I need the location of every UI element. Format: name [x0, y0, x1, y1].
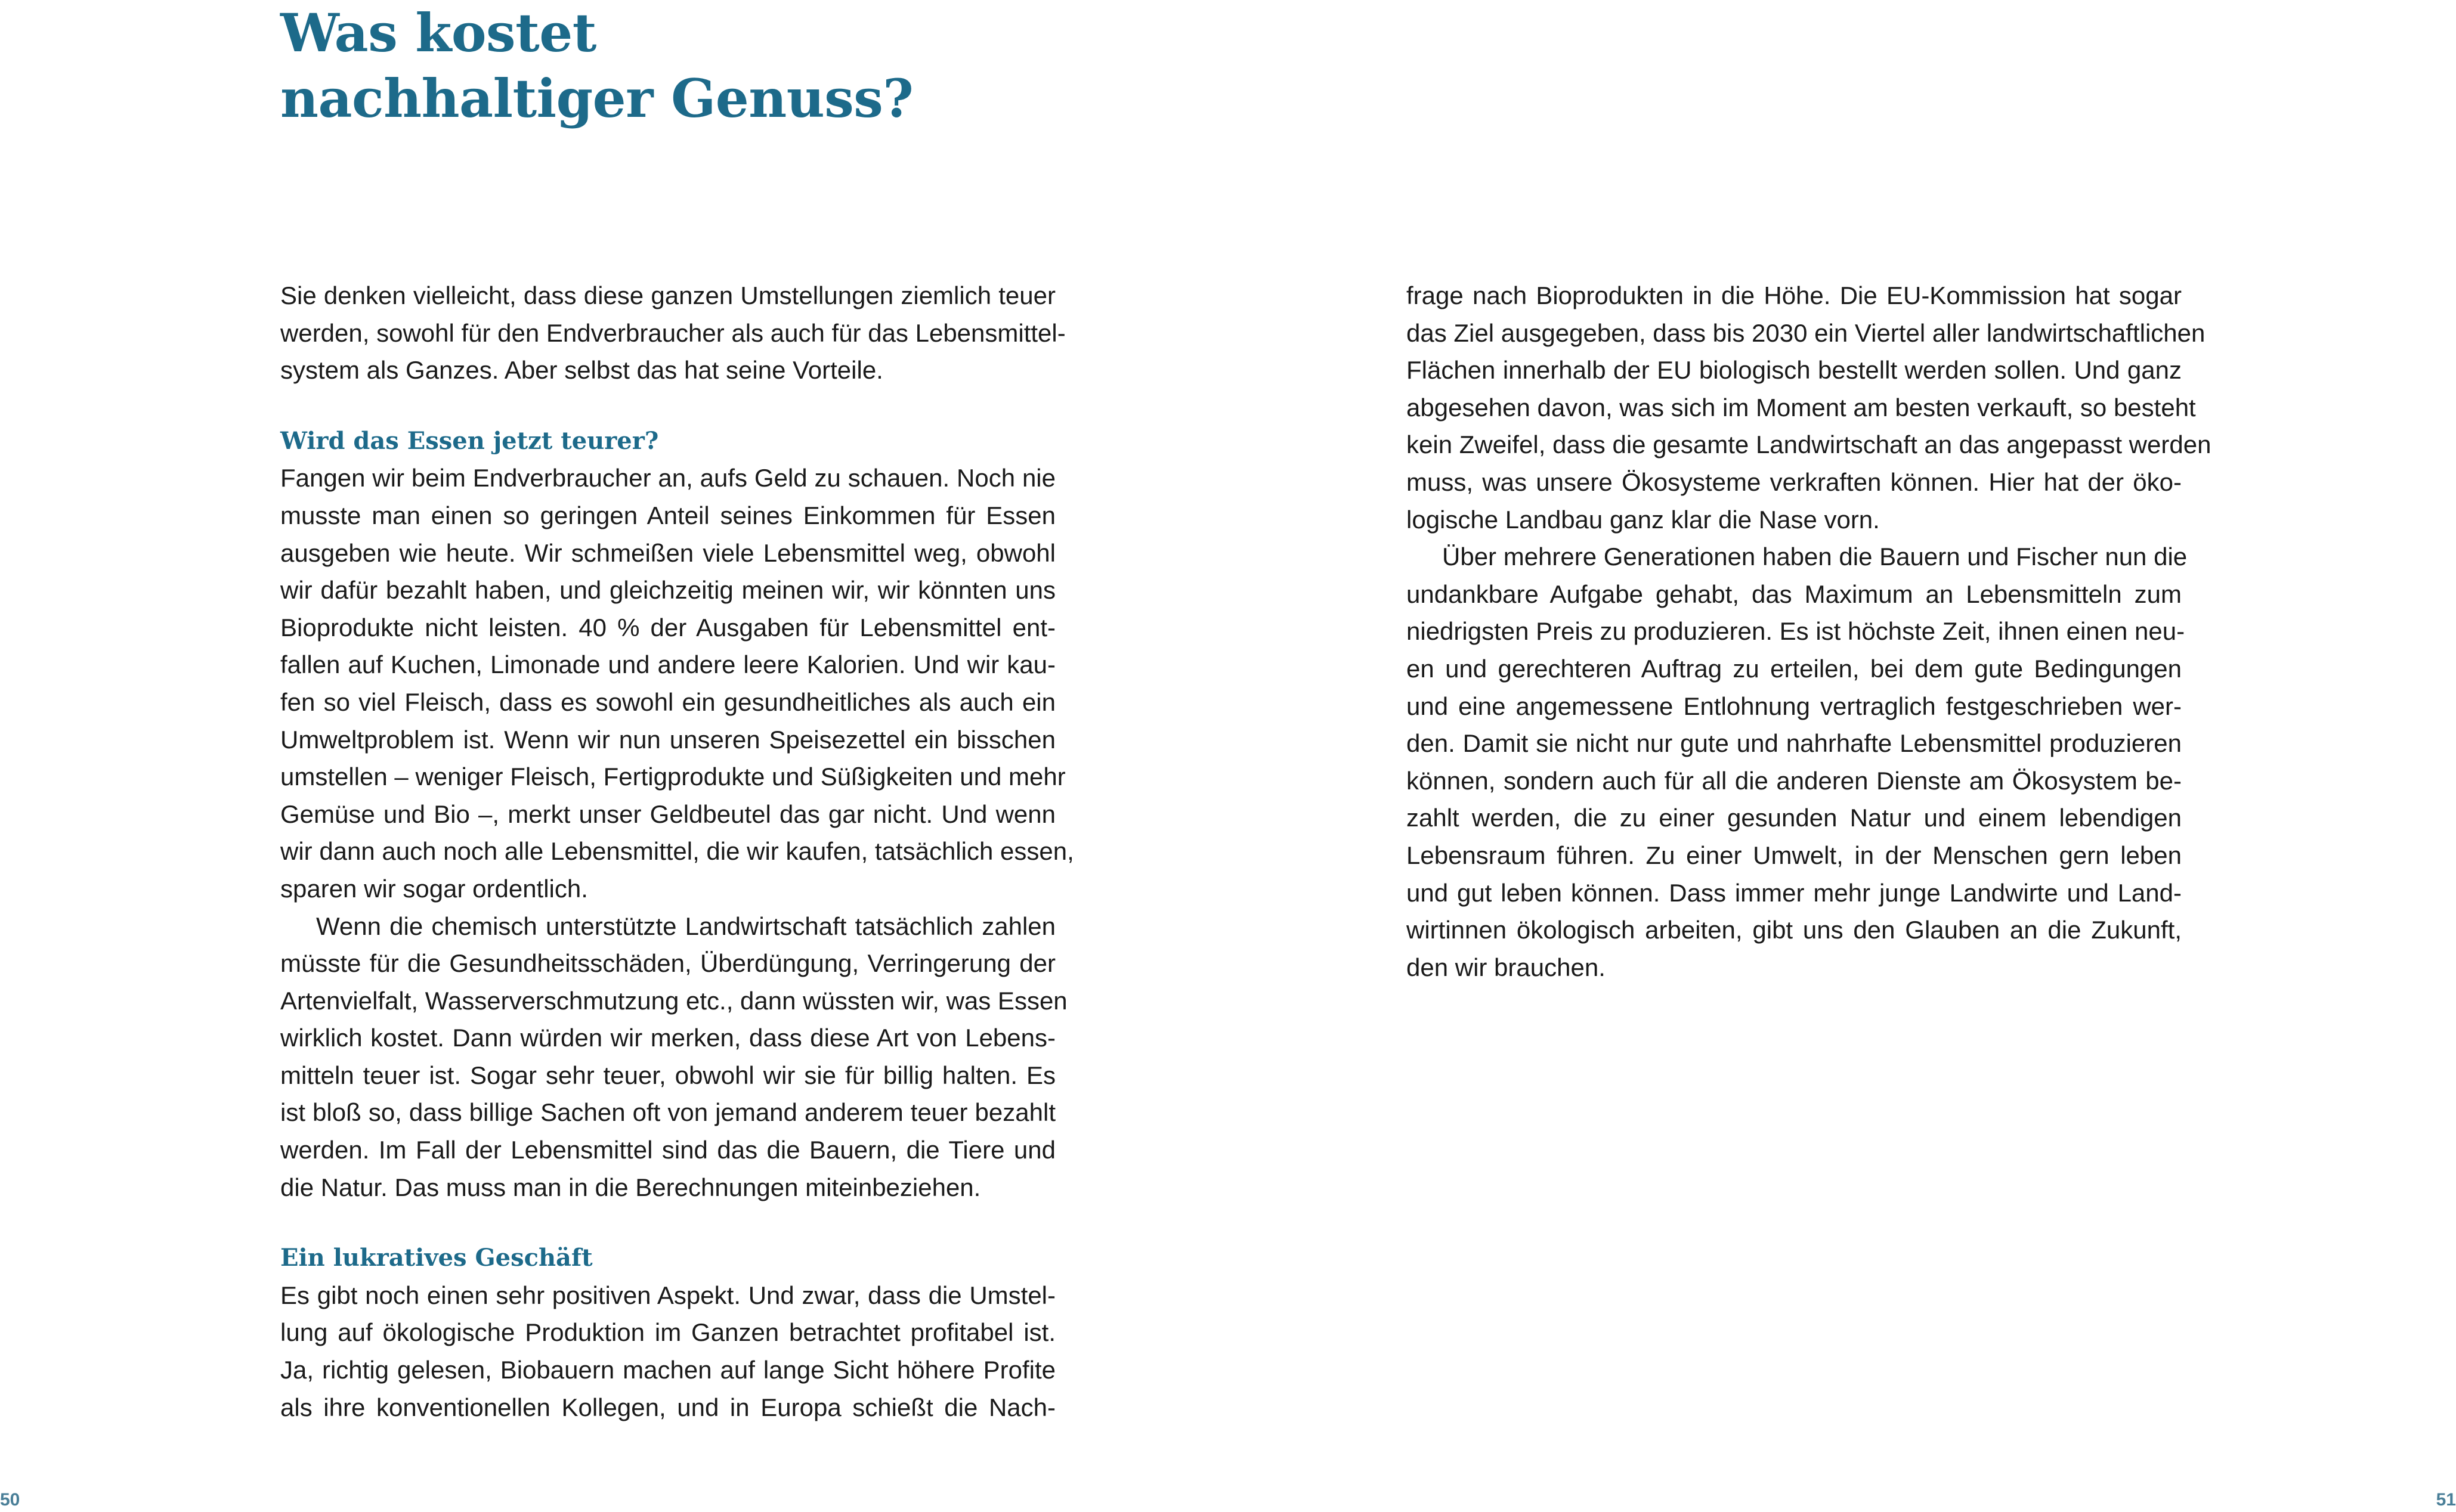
intro-paragraph [280, 277, 1066, 389]
section-heading: Wird das Essen jetzt teurer? [280, 426, 659, 455]
page-number-left: 50 [0, 1490, 20, 1510]
text-line: die Natur. Das muss man in die Berechnungen miteinbeziehen. [280, 1173, 981, 1201]
text-line: muss, was unsere Ökosysteme verkraften können. Hier hat der öko- [1406, 467, 2182, 496]
text-line: werden. Im Fall der Lebensmittel sind das die Bauern, die Tiere und [280, 1136, 1056, 1164]
text-line: wir dafür bezahlt haben, und gleichzeitig meinen wir, wir könnten uns [280, 576, 1056, 605]
text-line: Flächen innerhalb der EU biologisch bestellt werden sollen. Und ganz [1406, 356, 2182, 385]
text-line: Bioprodukte nicht leisten. 40 % der Ausgaben für Lebensmittel ent- [280, 613, 1056, 642]
text-line: undankbare Aufgabe gehabt, das Maximum an Lebensmitteln zum [1406, 580, 2182, 608]
text-line: frage nach Bioprodukten in die Höhe. Die EU-Kommission hat sogar [1406, 281, 2182, 309]
text-line: wirklich kostet. Dann würden wir merken, dass diese Art von Lebens- [280, 1024, 1056, 1052]
text-line: wir dann auch noch alle Lebensmittel, die wir kaufen, tatsächlich essen, [280, 837, 1074, 866]
text-line: fallen auf Kuchen, Limonade und andere leere Kalorien. Und wir kau- [280, 650, 1056, 679]
page-number-right: 51 [2436, 1490, 2456, 1510]
text-line: musste man einen so geringen Anteil seines Einkommen für Essen [280, 501, 1056, 529]
text-line: Gemüse und Bio –, merkt unser Geldbeutel das gar nicht. Und wenn [280, 800, 1056, 828]
text-line: Lebensraum führen. Zu einer Umwelt, in der Menschen gern leben [1406, 841, 2182, 869]
section2-paragraph-1 [280, 1277, 1056, 1426]
text-line: umstellen – weniger Fleisch, Fertigprodukte und Süßigkeiten und mehr [280, 763, 1066, 791]
text-line: kein Zweifel, dass die gesamte Landwirtschaft an das angepasst werden [1406, 430, 2211, 459]
text-line: Sie denken vielleicht, dass diese ganzen Umstellungen ziemlich teuer [280, 281, 1056, 309]
text-line: Über mehrere Generationen haben die Bauern und Fischer nun die [1442, 543, 2188, 571]
right-paragraph-1 [1406, 277, 2211, 538]
text-line: Artenvielfalt, Wasserverschmutzung etc., dann wüssten wir, was Essen [280, 986, 1068, 1015]
text-line: system als Ganzes. Aber selbst das hat seine Vorteile. [280, 356, 883, 385]
text-line: en und gerechteren Auftrag zu erteilen, bei dem gute Bedingungen [1406, 654, 2182, 683]
text-line: den wir brauchen. [1406, 953, 1606, 981]
text-line: müsste für die Gesundheitsschäden, Überdüngung, Verringerung der [280, 949, 1056, 978]
text-line: abgesehen davon, was sich im Moment am besten verkauft, so besteht [1406, 393, 2196, 422]
text-line: fen so viel Fleisch, dass es sowohl ein gesundheitliches als auch ein [280, 687, 1056, 716]
section1-paragraph-1 [280, 460, 1074, 907]
text-line: Es gibt noch einen sehr positiven Aspekt. Und zwar, dass die Umstel- [280, 1281, 1056, 1309]
left-column [280, 277, 1074, 1426]
text-line: logische Landbau ganz klar die Nase vorn. [1406, 505, 1880, 534]
text-line: und gut leben können. Dass immer mehr junge Landwirte und Land- [1406, 878, 2182, 907]
text-line: niedrigsten Preis zu produzieren. Es ist höchste Zeit, ihnen einen neu- [1406, 617, 2185, 646]
text-line: wirtinnen ökologisch arbeiten, gibt uns den Glauben an die Zukunft, [1406, 916, 2182, 944]
text-line: sparen wir sogar ordentlich. [280, 874, 588, 903]
text-line: zahlt werden, die zu einer gesunden Natur und einem lebendigen [1406, 804, 2182, 832]
title-line-2: nachhaltiger Genuss? [280, 67, 914, 129]
text-line: Fangen wir beim Endverbraucher an, aufs Geld zu schauen. Noch nie [280, 464, 1056, 492]
text-line: mitteln teuer ist. Sogar sehr teuer, obwohl wir sie für billig halten. Es [280, 1061, 1056, 1089]
page-title [280, 0, 913, 131]
text-line: Ja, richtig gelesen, Biobauern machen auf lange Sicht höhere Profite [280, 1356, 1056, 1384]
text-line: Wenn die chemisch unterstützte Landwirtschaft tatsächlich zahlen [316, 912, 1056, 940]
text-line: den. Damit sie nicht nur gute und nahrhafte Lebensmittel produzieren [1406, 729, 2182, 758]
text-line: ist bloß so, dass billige Sachen oft von jemand anderem teuer bezahlt [280, 1098, 1056, 1127]
section-heading: Ein lukratives Geschäft [280, 1244, 593, 1272]
text-line: Umweltproblem ist. Wenn wir nun unseren Speisezettel ein bisschen [280, 725, 1056, 754]
right-column [1406, 277, 2211, 986]
text-line: und eine angemessene Entlohnung vertraglich festgeschrieben wer- [1406, 692, 2182, 720]
text-line: ausgeben wie heute. Wir schmeißen viele Lebensmittel weg, obwohl [280, 538, 1056, 567]
text-line: lung auf ökologische Produktion im Ganzen betrachtet profitabel ist. [280, 1318, 1056, 1347]
title-line-1: Was kostet [280, 2, 596, 64]
section1-paragraph-2 [280, 908, 1068, 1207]
text-line: werden, sowohl für den Endverbraucher als auch für das Lebensmittel- [280, 318, 1066, 347]
right-paragraph-2 [1406, 538, 2188, 986]
text-line: können, sondern auch für all die anderen Dienste am Ökosystem be- [1406, 766, 2182, 795]
text-line: als ihre konventionellen Kollegen, und in Europa schießt die Nach- [280, 1393, 1056, 1421]
text-line: das Ziel ausgegeben, dass bis 2030 ein Viertel aller landwirtschaftlichen [1406, 318, 2206, 347]
